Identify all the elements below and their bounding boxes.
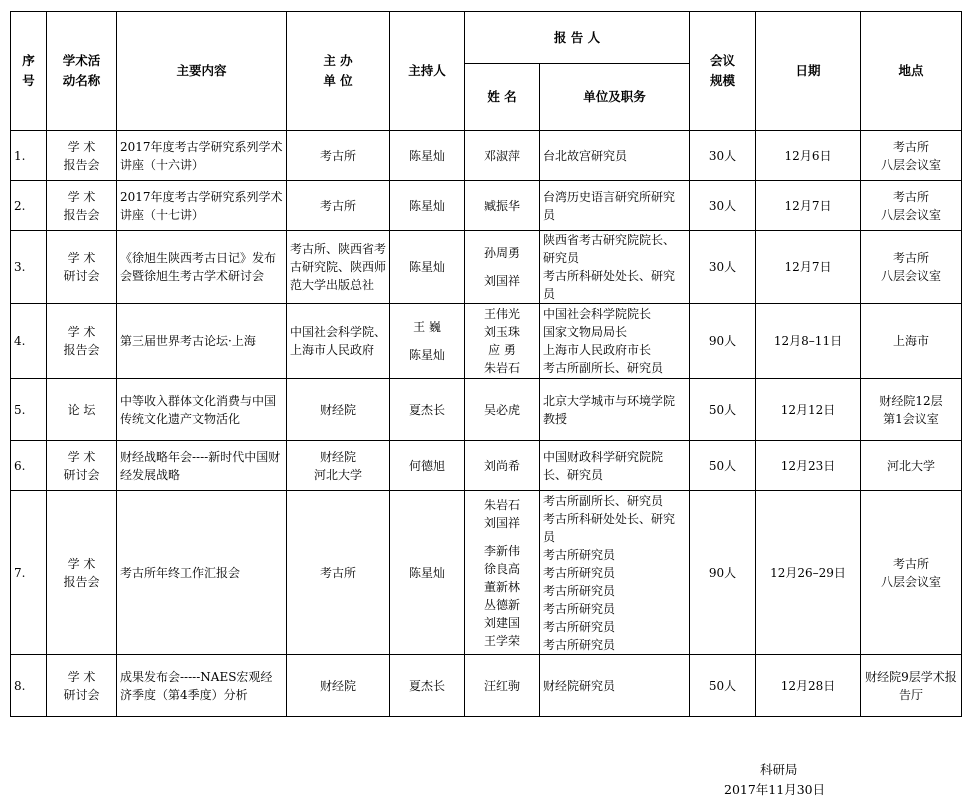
cell-line: 陈星灿 xyxy=(408,348,445,362)
cell-line: 刘国祥 xyxy=(483,515,520,530)
cell-scale: 50人 xyxy=(690,655,756,717)
footer-department: 科研局 xyxy=(760,762,798,777)
cell-host xyxy=(390,379,465,441)
cell-line: 考古所 xyxy=(319,148,356,163)
cell-date: 12月26–29日 xyxy=(756,491,861,655)
cell-activity xyxy=(47,304,117,379)
header-reporter: 报 告 人 xyxy=(465,12,690,64)
table-row xyxy=(11,441,962,491)
cell-place xyxy=(861,231,962,304)
cell-line: 考古所研究员 xyxy=(543,601,616,616)
schedule-table xyxy=(10,11,962,717)
cell-line: 学 术 xyxy=(67,251,96,265)
table-row xyxy=(11,131,962,181)
cell-reporter-name xyxy=(465,181,540,231)
cell-line: 报告会 xyxy=(63,207,100,222)
cell-reporter-unit xyxy=(540,379,690,441)
cell-line: 何德旭 xyxy=(408,458,445,473)
cell-place xyxy=(861,441,962,491)
table-row xyxy=(11,304,962,379)
cell-seq: 1. xyxy=(11,131,47,181)
cell-line: 台湾历史语言研究所研究员 xyxy=(543,189,676,222)
cell-line: 财经院研究员 xyxy=(543,678,616,693)
cell-line: 王学荣 xyxy=(483,633,520,648)
cell-line: 八层会议室 xyxy=(880,157,941,172)
table-row xyxy=(11,491,962,655)
header-reporter-name: 姓 名 xyxy=(465,64,540,131)
cell-host xyxy=(390,131,465,181)
cell-line: 中国社会科学院、上海市人民政府 xyxy=(290,325,387,357)
header-activity: 学术活 动名称 xyxy=(47,12,117,131)
cell-line: 陈星灿 xyxy=(408,198,445,213)
table-row xyxy=(11,181,962,231)
cell-content: 考古所年终工作汇报会 xyxy=(117,491,287,655)
cell-reporter-unit xyxy=(540,231,690,304)
table-row xyxy=(11,655,962,717)
cell-host xyxy=(390,181,465,231)
cell-content: 成果发布会-----NAES宏观经济季度（第4季度）分析 xyxy=(117,655,287,717)
cell-line: 刘玉珠 xyxy=(483,325,520,339)
cell-place xyxy=(861,181,962,231)
header-scale: 会议 规模 xyxy=(690,12,756,131)
cell-line: 河北大学 xyxy=(313,467,362,482)
cell-reporter-name xyxy=(465,655,540,717)
cell-line: 考古所研究员 xyxy=(543,565,616,580)
cell-line: 刘建国 xyxy=(483,615,520,630)
cell-line: 学 术 xyxy=(67,189,96,204)
cell-host xyxy=(390,441,465,491)
cell-line: 财经院9层学术报告厅 xyxy=(865,669,957,702)
cell-activity xyxy=(47,131,117,181)
cell-date: 12月28日 xyxy=(756,655,861,717)
cell-line: 财经院 xyxy=(319,402,356,417)
cell-line: 报告会 xyxy=(63,343,100,357)
cell-reporter-name xyxy=(465,231,540,304)
cell-line: 夏杰长 xyxy=(408,402,445,417)
cell-line: 报告会 xyxy=(63,157,100,172)
header-reporter-unit: 单位及职务 xyxy=(540,64,690,131)
header-date: 日期 xyxy=(756,12,861,131)
cell-line: 邓淑萍 xyxy=(483,148,520,163)
cell-line: 第1会议室 xyxy=(883,411,939,426)
cell-reporter-unit xyxy=(540,491,690,655)
cell-place xyxy=(861,379,962,441)
cell-line xyxy=(393,336,461,346)
cell-content: 财经战略年会----新时代中国财经发展战略 xyxy=(117,441,287,491)
cell-seq: 2. xyxy=(11,181,47,231)
cell-organizer xyxy=(287,304,390,379)
cell-seq: 7. xyxy=(11,491,47,655)
cell-line: 考古所副所长、研究员 xyxy=(543,361,664,375)
table-row xyxy=(11,379,962,441)
table-row xyxy=(11,231,962,304)
cell-date: 12月23日 xyxy=(756,441,861,491)
cell-seq: 6. xyxy=(11,441,47,491)
cell-reporter-unit xyxy=(540,304,690,379)
cell-line: 八层会议室 xyxy=(880,574,941,589)
cell-line: 财经院 xyxy=(319,449,356,464)
cell-activity xyxy=(47,231,117,304)
cell-scale: 50人 xyxy=(690,379,756,441)
cell-reporter-name xyxy=(465,304,540,379)
cell-content: 2017年度考古学研究系列学术讲座（十六讲） xyxy=(117,131,287,181)
cell-line: 董新林 xyxy=(483,579,520,594)
cell-line: 王 巍 xyxy=(413,320,441,334)
cell-scale: 30人 xyxy=(690,131,756,181)
cell-line: 朱岩石 xyxy=(483,361,520,375)
cell-content: 中等收入群体文化消费与中国传统文化遗产文物活化 xyxy=(117,379,287,441)
cell-line: 丛德新 xyxy=(483,597,520,612)
cell-line: 王伟光 xyxy=(483,307,520,321)
cell-line: 考古所 xyxy=(319,198,356,213)
cell-organizer xyxy=(287,131,390,181)
cell-line: 考古所研究员 xyxy=(543,637,616,652)
cell-line: 考古所科研处处长、研究员 xyxy=(543,269,676,301)
cell-line: 考古所研究员 xyxy=(543,547,616,562)
cell-line: 研讨会 xyxy=(63,687,100,702)
cell-line: 夏杰长 xyxy=(408,678,445,693)
cell-organizer xyxy=(287,491,390,655)
footer-date: 2017年11月30日 xyxy=(724,782,826,797)
cell-line: 研讨会 xyxy=(63,467,100,482)
cell-content: 第三届世界考古论坛·上海 xyxy=(117,304,287,379)
cell-line: 孙周勇 xyxy=(483,246,520,260)
cell-line: 朱岩石 xyxy=(483,497,520,512)
cell-host xyxy=(390,304,465,379)
cell-host xyxy=(390,231,465,304)
cell-line: 财经院 xyxy=(319,678,356,693)
cell-line: 考古所研究员 xyxy=(543,619,616,634)
cell-line: 考古所研究员 xyxy=(543,583,616,598)
cell-seq: 5. xyxy=(11,379,47,441)
cell-activity xyxy=(47,441,117,491)
cell-scale: 50人 xyxy=(690,441,756,491)
cell-reporter-name xyxy=(465,131,540,181)
cell-date: 12月7日 xyxy=(756,181,861,231)
cell-reporter-unit xyxy=(540,655,690,717)
cell-line: 八层会议室 xyxy=(880,269,941,283)
cell-reporter-name xyxy=(465,491,540,655)
cell-reporter-unit xyxy=(540,131,690,181)
cell-place xyxy=(861,655,962,717)
cell-line: 学 术 xyxy=(67,325,96,339)
cell-line: 八层会议室 xyxy=(880,207,941,222)
cell-date: 12月6日 xyxy=(756,131,861,181)
header-host: 主持人 xyxy=(390,12,465,131)
cell-scale: 30人 xyxy=(690,181,756,231)
cell-line: 报告会 xyxy=(63,574,100,589)
cell-line: 臧振华 xyxy=(483,198,520,213)
cell-reporter-unit xyxy=(540,181,690,231)
cell-line: 刘尚希 xyxy=(483,458,520,473)
cell-line: 学 术 xyxy=(67,556,96,571)
cell-organizer xyxy=(287,231,390,304)
cell-activity xyxy=(47,491,117,655)
cell-scale: 30人 xyxy=(690,231,756,304)
cell-line: 考古所 xyxy=(892,251,929,265)
cell-line xyxy=(468,262,536,272)
cell-line: 汪红驹 xyxy=(483,678,520,693)
cell-line: 学 术 xyxy=(67,449,96,464)
cell-line: 学 术 xyxy=(67,669,96,684)
cell-line: 国家文物局局长 xyxy=(543,325,628,339)
cell-line: 考古所 xyxy=(892,189,929,204)
cell-organizer xyxy=(287,441,390,491)
header-seq: 序 号 xyxy=(11,12,47,131)
cell-line: 应 勇 xyxy=(488,343,516,357)
header-content: 主要内容 xyxy=(117,12,287,131)
cell-seq: 4. xyxy=(11,304,47,379)
cell-place xyxy=(861,304,962,379)
cell-line: 河北大学 xyxy=(886,458,935,473)
cell-line: 中国财政科学研究院院长、研究员 xyxy=(543,449,664,482)
cell-line: 学 术 xyxy=(67,139,96,154)
cell-place xyxy=(861,131,962,181)
cell-line: 研讨会 xyxy=(63,269,100,283)
header-place: 地点 xyxy=(861,12,962,131)
cell-line: 考古所 xyxy=(892,556,929,571)
cell-reporter-name xyxy=(465,441,540,491)
cell-activity xyxy=(47,181,117,231)
cell-line: 刘国祥 xyxy=(483,274,520,288)
cell-line: 财经院12层 xyxy=(879,393,943,408)
cell-host xyxy=(390,491,465,655)
cell-line: 北京大学城市与环境学院教授 xyxy=(543,393,676,426)
cell-line: 中国社会科学院院长 xyxy=(543,307,652,321)
cell-line: 上海市人民政府市长 xyxy=(543,343,652,357)
cell-place xyxy=(861,491,962,655)
cell-activity xyxy=(47,379,117,441)
cell-line: 陈星灿 xyxy=(408,148,445,163)
cell-content: 《徐旭生陕西考古日记》发布会暨徐旭生考古学术研讨会 xyxy=(117,231,287,304)
cell-date: 12月8–11日 xyxy=(756,304,861,379)
cell-host xyxy=(390,655,465,717)
cell-line: 考古所科研处处长、研究员 xyxy=(543,511,676,544)
cell-organizer xyxy=(287,181,390,231)
cell-scale: 90人 xyxy=(690,304,756,379)
cell-line: 陈星灿 xyxy=(408,260,445,274)
cell-scale: 90人 xyxy=(690,491,756,655)
cell-line: 陈星灿 xyxy=(408,565,445,580)
cell-line: 考古所 xyxy=(319,565,356,580)
cell-date: 12月7日 xyxy=(756,231,861,304)
cell-line: 考古所副所长、研究员 xyxy=(543,493,664,508)
cell-line: 考古所 xyxy=(892,139,929,154)
cell-activity xyxy=(47,655,117,717)
cell-organizer xyxy=(287,379,390,441)
cell-seq: 3. xyxy=(11,231,47,304)
cell-line: 上海市 xyxy=(892,334,929,348)
cell-line: 李新伟 xyxy=(483,543,520,558)
cell-line: 陕西省考古研究院院长、研究员 xyxy=(543,233,676,265)
cell-reporter-name xyxy=(465,379,540,441)
cell-line: 台北故宫研究员 xyxy=(543,148,628,163)
header-organizer: 主 办 单 位 xyxy=(287,12,390,131)
cell-line: 论 坛 xyxy=(67,402,96,417)
cell-reporter-unit xyxy=(540,441,690,491)
cell-line: 考古所、陕西省考古研究院、陕西师范大学出版总社 xyxy=(290,242,387,292)
cell-date: 12月12日 xyxy=(756,379,861,441)
cell-seq: 8. xyxy=(11,655,47,717)
cell-line: 吴必虎 xyxy=(483,402,520,417)
cell-organizer xyxy=(287,655,390,717)
cell-line xyxy=(468,532,536,542)
cell-line: 徐良高 xyxy=(483,561,520,576)
cell-content: 2017年度考古学研究系列学术讲座（十七讲） xyxy=(117,181,287,231)
